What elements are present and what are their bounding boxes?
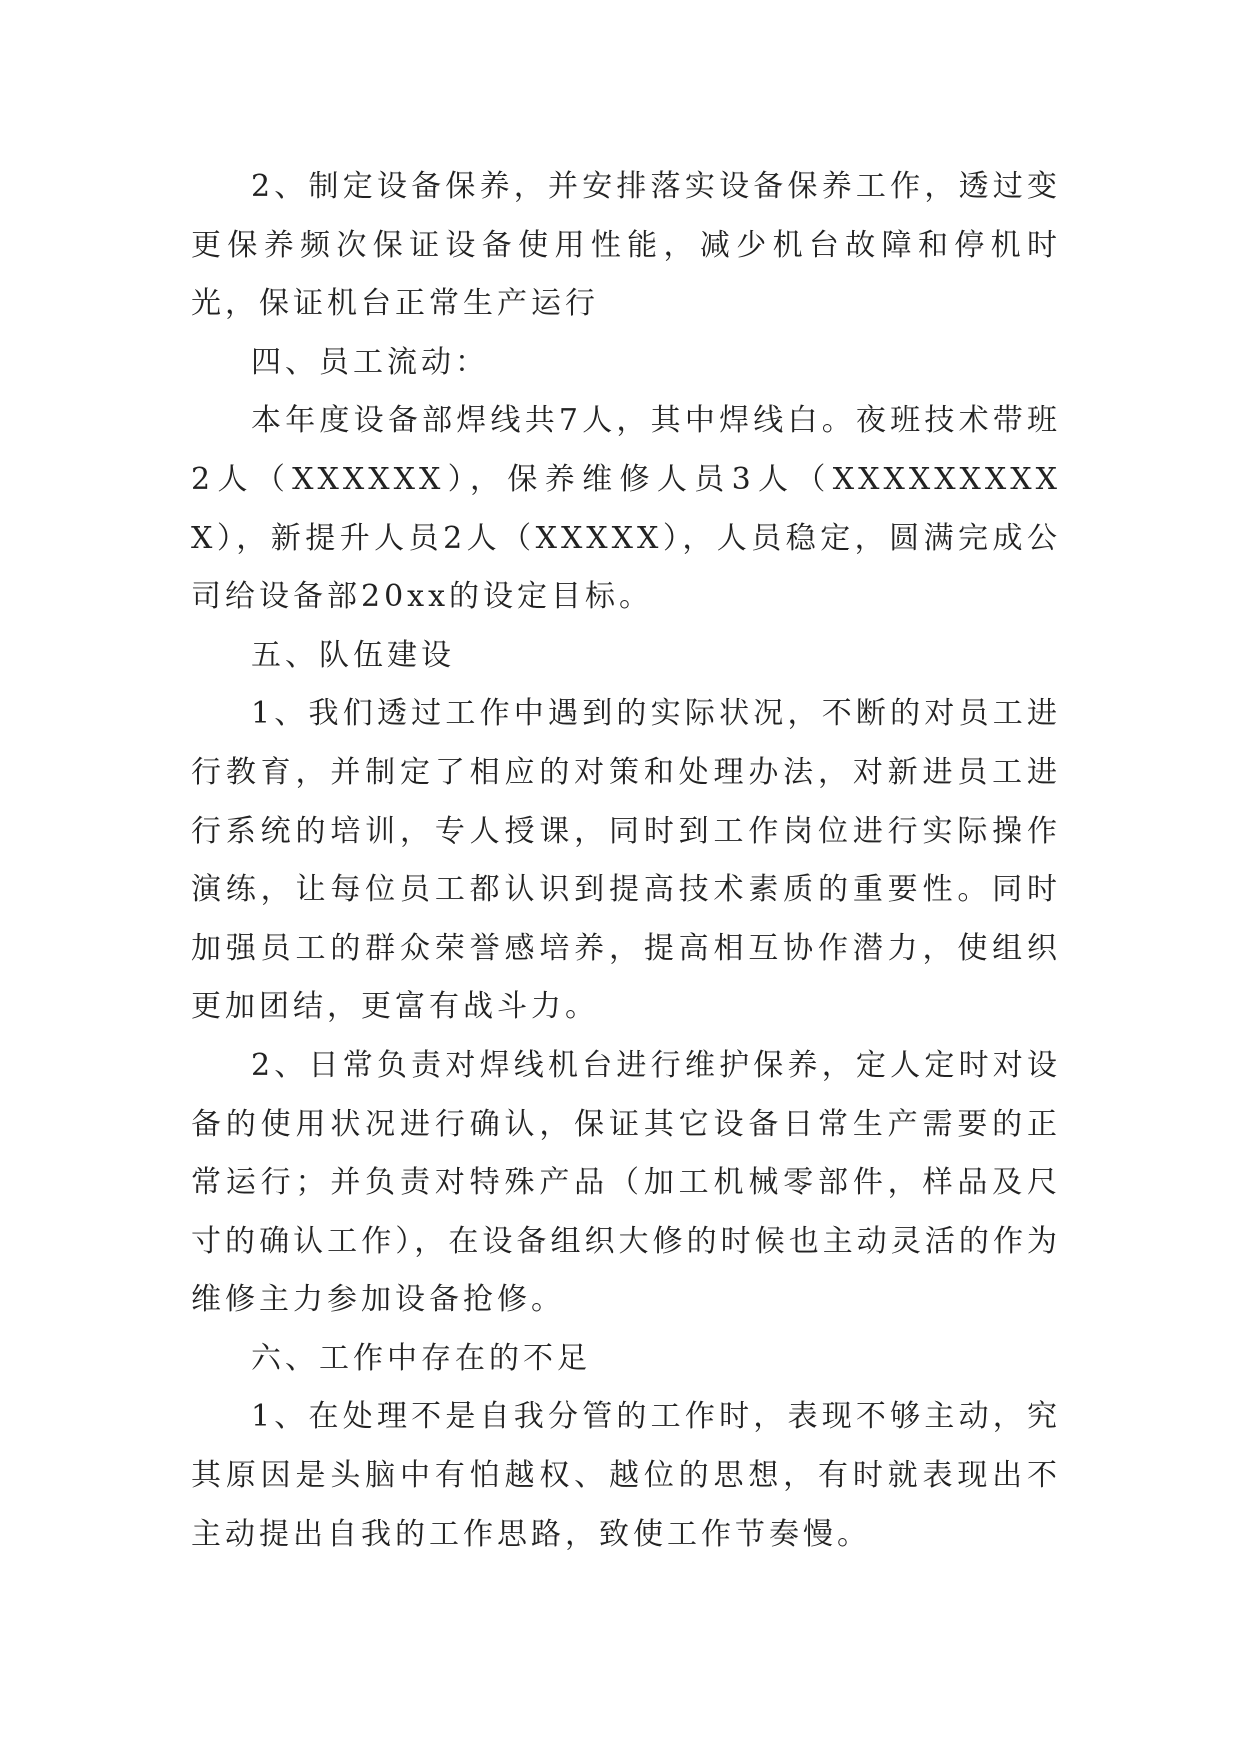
document-body [191,158,1061,1564]
paragraph-equipment-maintenance: 2、制定设备保养，并安排落实设备保养工作，透过变更保养频次保证设备使用性能，减少机台故障和停机时光，保证机台正常生产运行 [191,169,1061,322]
paragraph-shortcomings: 1、在处理不是自我分管的工作时，表现不够主动，究其原因是头脑中有怕越权、越位的思想，有时就表现出不主动提出自我的工作思路，致使工作节奏慢。 [191,1399,1061,1552]
paragraph-staff-turnover: 本年度设备部焊线共7人，其中焊线白。夜班技术带班2人（XXXXXX），保养维修人员3人（XXXXXXXXXX），新提升人员2人（XXXXX），人员稳定，圆满完成公司给设备部20xx的设定目标。 [191,403,1061,615]
heading-staff-turnover: 四、员工流动： [251,344,489,380]
heading-team-building: 五、队伍建设 [251,637,455,673]
heading-shortcomings: 六、工作中存在的不足 [251,1340,591,1376]
paragraph-team-training: 1、我们透过工作中遇到的实际状况，不断的对员工进行教育，并制定了相应的对策和处理办法，对新进员工进行系统的培训，专人授课，同时到工作岗位进行实际操作演练，让每位员工都认识到提高技术素质的重要性。同时加强员工的群众荣誉感培养，提高相互协作潜力，使组织更加团结，更富有战斗力。 [191,696,1061,1025]
paragraph-daily-maintenance: 2、日常负责对焊线机台进行维护保养，定人定时对设备的使用状况进行确认，保证其它设备日常生产需要的正常运行；并负责对特殊产品（加工机械零部件，样品及尺寸的确认工作），在设备组织大修的时候也主动灵活的作为维修主力参加设备抢修。 [191,1047,1061,1318]
